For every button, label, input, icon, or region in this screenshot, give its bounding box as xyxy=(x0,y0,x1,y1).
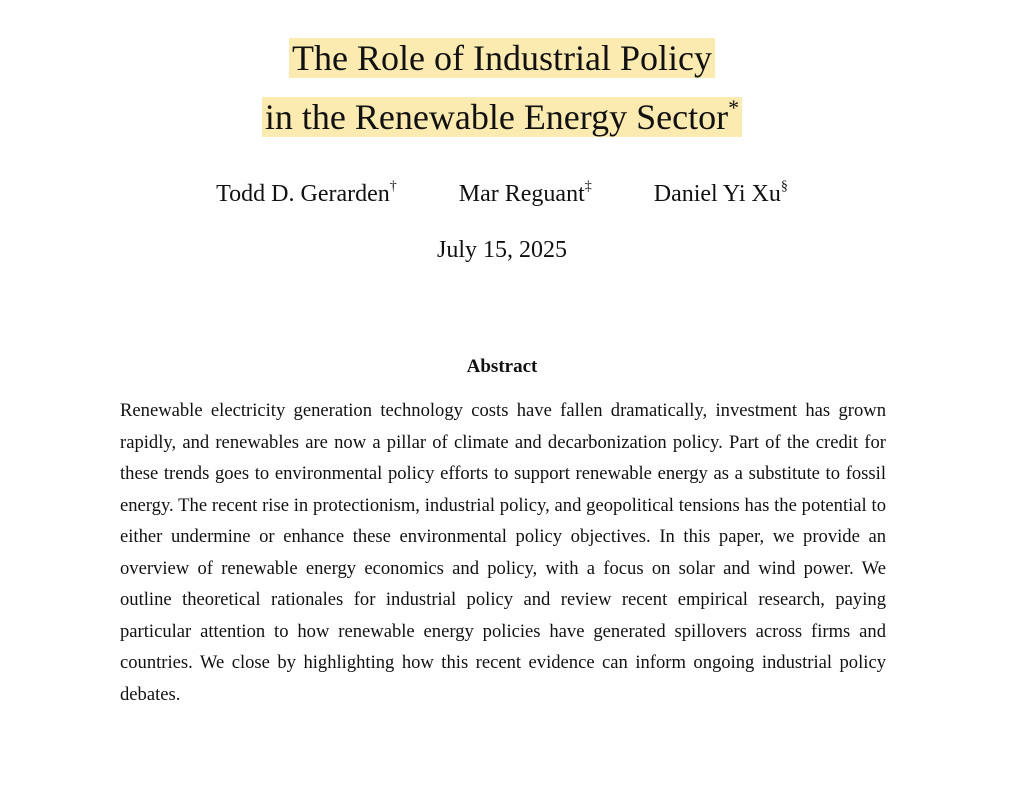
author-name: Todd D. Gerarden xyxy=(216,181,390,207)
author-1 xyxy=(216,178,397,210)
author-footnote-mark: § xyxy=(780,179,788,194)
title-line-2-text: in the Renewable Energy Sector xyxy=(264,97,729,137)
author-name: Mar Reguant xyxy=(458,181,585,207)
title-footnote-mark: * xyxy=(728,95,740,120)
title-highlight-2 xyxy=(262,97,742,137)
author-footnote-mark: ‡ xyxy=(584,179,592,194)
abstract-heading: Abstract xyxy=(466,356,538,377)
paper-title-line-2 xyxy=(0,97,1004,137)
paper-date: July 15, 2025 xyxy=(436,237,567,263)
author-list xyxy=(0,178,1004,210)
title-highlight-1: The Role of Industrial Policy xyxy=(289,38,715,78)
paper-title-line-1 xyxy=(0,38,1004,78)
author-footnote-mark: † xyxy=(389,179,397,194)
author-3 xyxy=(654,178,788,210)
author-2 xyxy=(459,178,592,210)
author-name: Daniel Yi Xu xyxy=(653,181,781,207)
abstract-body: Renewable electricity generation technology costs have fallen dramatically, investment has grown rapidly, and renewables are now a pillar of climate and decarbonization policy. Part of the credit for these trends goes to environmental policy efforts to support renewable energy as a substitute to fossil energy. The recent rise in protectionism, industrial policy, and geopolitical tensions has the potential to either undermine or enhance these environmental policy objectives. In this paper, we provide an overview of renewable energy economics and policy, with a focus on solar and wind power. We outline theoretical rationales for industrial policy and review recent empirical research, paying particular attention to how renewable energy policies have generated spillovers across firms and countries. We close by highlighting how this recent evidence can inform ongoing industrial policy debates. xyxy=(120,400,886,705)
